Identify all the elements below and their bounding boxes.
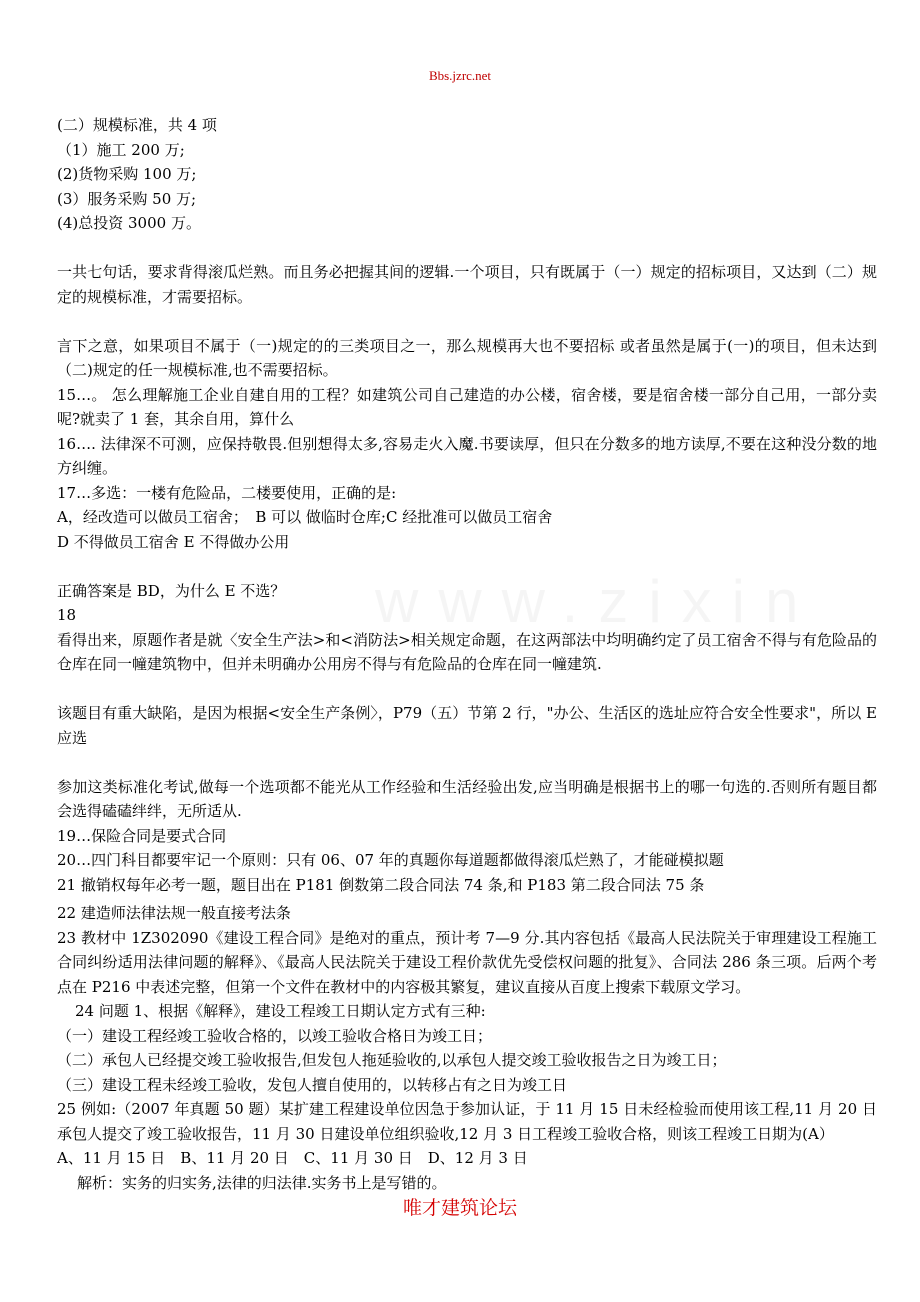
spacer xyxy=(57,750,877,775)
list-item: （一）建设工程经竣工验收合格的，以竣工验收合格日为竣工日； xyxy=(57,1026,493,1045)
list-item: （三）建设工程未经竣工验收，发包人擅自使用的，以转移占有之日为竣工日 xyxy=(57,1075,568,1094)
item-number: 18 xyxy=(57,606,77,624)
spacer xyxy=(57,309,877,334)
paragraph: 17…多选：一楼有危险品，二楼要使用，正确的是: xyxy=(57,483,397,502)
paragraph: 15…。 怎么理解施工企业自建自用的工程？如建筑公司自己建造的办公楼，宿舍楼，要是宿舍楼一部分自己用，一部分卖呢?就卖了 1 套，其余自用，算什么 xyxy=(57,385,877,428)
spacer xyxy=(57,236,877,261)
section-title: (二）规模标准，共 4 项 xyxy=(57,116,217,134)
spacer xyxy=(57,677,877,702)
list-item: （1）施工 200 万; xyxy=(57,140,185,159)
paragraph: 该题目有重大缺陷，是因为根据<安全生产条例〉，P79（五）节第 2 行，"办公、生活区的选址应符合安全性要求"，所以 E 应选 xyxy=(57,704,877,747)
paragraph: 16…. 法律深不可测，应保持敬畏.但别想得太多,容易走火入魔.书要读厚，但只在分数多的地方读厚,不要在这种没分数的地方纠缠。 xyxy=(57,434,877,477)
paragraph: 25 例如:（2007 年真题 50 题）某扩建工程建设单位因急于参加认证，于 11 月 15 日未经检验而使用该工程,11 月 20 日承包人提交了竣工验收报告，11 月 30 日建设单位组织验收,12 月 3 日工程竣工验收合格，则该工程竣工日期为(A） xyxy=(57,1100,877,1143)
list-item: (4)总投资 3000 万。 xyxy=(57,214,201,232)
list-item: (3）服务采购 50 万; xyxy=(57,189,197,208)
paragraph: 言下之意，如果项目不属于（一)规定的的三类项目之一，那么规模再大也不要招标 或者虽然是属于(一)的项目，但未达到（二)规定的任一规模标准,也不需要招标。 xyxy=(57,336,877,379)
paragraph: 21 撤销权每年必考一题，题目出在 P181 倒数第二段合同法 74 条,和 P183 第二段合同法 75 条 xyxy=(57,875,705,894)
paragraph: 正确答案是 BD，为什么 E 不选？ xyxy=(57,581,286,600)
forum-footer: 唯才建筑论坛 xyxy=(402,1197,517,1219)
spacer xyxy=(57,554,877,579)
paragraph: 一共七句话，要求背得滚瓜烂熟。而且务必把握其间的逻辑.一个项目，只有既属于（一）规定的招标项目，又达到（二）规定的规模标准，才需要招标。 xyxy=(57,263,877,306)
paragraph: 23 教材中 1Z302090《建设工程合同》是绝对的重点，预计考 7—9 分.其内容包括《最高人民法院关于审理建设工程施工合同纠纷适用法律问题的解释》、《最高人民法院关于建设工程价款优先受偿权问题的批复》、合同法 286 条三项。后两个考点在 P216 中表述完整，但第一个文件在教材中的内容极其繁复，建议直接从百度上搜索下载原文学习。 xyxy=(57,928,877,996)
question-options: D 不得做员工宿舍 E 不得做办公用 xyxy=(57,532,290,551)
list-item: （二）承包人已经提交竣工验收报告,但发包人拖延验收的,以承包人提交竣工验收报告之日为竣工日； xyxy=(57,1051,727,1069)
question-options: A、11 月 15 日 B、11 月 20 日 C、11 月 30 日 D、12 月 3 日 xyxy=(57,1149,528,1167)
paragraph: 20…四门科目都要牢记一个原则：只有 06、07 年的真题你每道题都做得滚瓜烂熟了，才能碰模拟题 xyxy=(57,851,724,869)
paragraph: 22 建造师法律法规一般直接考法条 xyxy=(57,904,291,922)
paragraph: 24 问题 1、根据《解释》，建设工程竣工日期认定方式有三种: xyxy=(75,1002,486,1020)
paragraph: 参加这类标准化考试,做每一个选项都不能光从工作经验和生活经验出发,应当明确是根据书上的哪一句选的.否则所有题目都会选得磕磕绊绊，无所适从. xyxy=(57,777,877,820)
paragraph: 19…保险合同是要式合同 xyxy=(57,826,227,845)
document-body xyxy=(57,113,877,1195)
paragraph: 看得出来，原题作者是就〈安全生产法>和<消防法>相关规定命题，在这两部法中均明确约定了员工宿舍不得与有危险品的仓库在同一幢建筑物中，但并未明确办公用房不得与有危险品的仓库在同一幢建筑. xyxy=(57,630,877,673)
paragraph: 解析：实务的归实务,法律的归法律.实务书上是写错的。 xyxy=(77,1173,447,1192)
list-item: (2)货物采购 100 万; xyxy=(57,165,197,183)
site-header-link[interactable]: Bbs.jzrc.net xyxy=(428,68,492,83)
question-options: A，经改造可以做员工宿舍； B 可以 做临时仓库;C 经批准可以做员工宿舍 xyxy=(57,508,553,526)
